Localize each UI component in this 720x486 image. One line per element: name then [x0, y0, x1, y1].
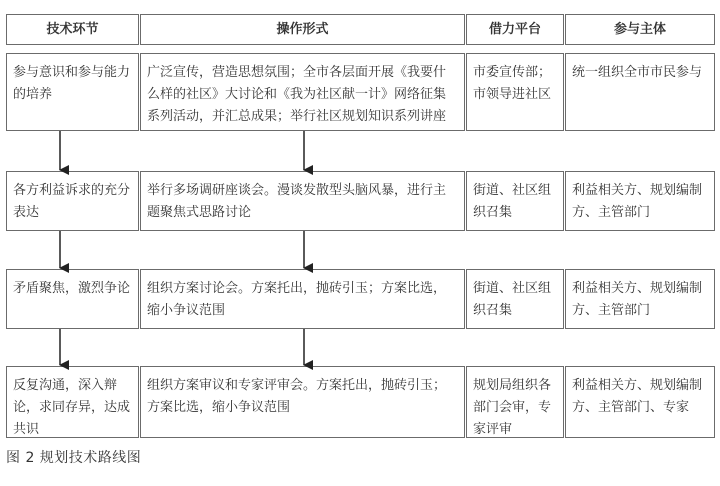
row1-participants: 统一组织全市市民参与 [565, 53, 715, 131]
row2-participants: 利益相关方、规划编制方、主管部门 [565, 171, 715, 231]
row3-form: 组织方案讨论会。方案托出，抛砖引玉；方案比选，缩小争议范围 [140, 269, 465, 329]
figure-caption: 图 2 规划技术路线图 [6, 450, 142, 466]
row4-form: 组织方案审议和专家评审会。方案托出，抛砖引玉；方案比选，缩小争议范围 [140, 366, 465, 438]
row1-stage: 参与意识和参与能力的培养 [6, 53, 139, 131]
row2-stage: 各方利益诉求的充分表达 [6, 171, 139, 231]
header-platform: 借力平台 [466, 14, 564, 45]
row2-platform: 街道、社区组织召集 [466, 171, 564, 231]
row4-stage: 反复沟通，深入辩论，求同存异，达成共识 [6, 366, 139, 438]
header-stage: 技术环节 [6, 14, 139, 45]
header-participants: 参与主体 [565, 14, 715, 45]
row1-platform: 市委宣传部；市领导进社区 [466, 53, 564, 131]
row2-form: 举行多场调研座谈会。漫谈发散型头脑风暴，进行主题聚焦式思路讨论 [140, 171, 465, 231]
row4-participants: 利益相关方、规划编制方、主管部门、专家 [565, 366, 715, 438]
row3-platform: 街道、社区组织召集 [466, 269, 564, 329]
header-form: 操作形式 [140, 14, 465, 45]
row4-platform: 规划局组织各部门会审，专家评审 [466, 366, 564, 438]
row1-form: 广泛宣传，营造思想氛围；全市各层面开展《我要什么样的社区》大讨论和《我为社区献一计》网络征集系列活动，并汇总成果；举行社区规划知识系列讲座 [140, 53, 465, 131]
row3-participants: 利益相关方、规划编制方、主管部门 [565, 269, 715, 329]
row3-stage: 矛盾聚焦，激烈争论 [6, 269, 139, 329]
